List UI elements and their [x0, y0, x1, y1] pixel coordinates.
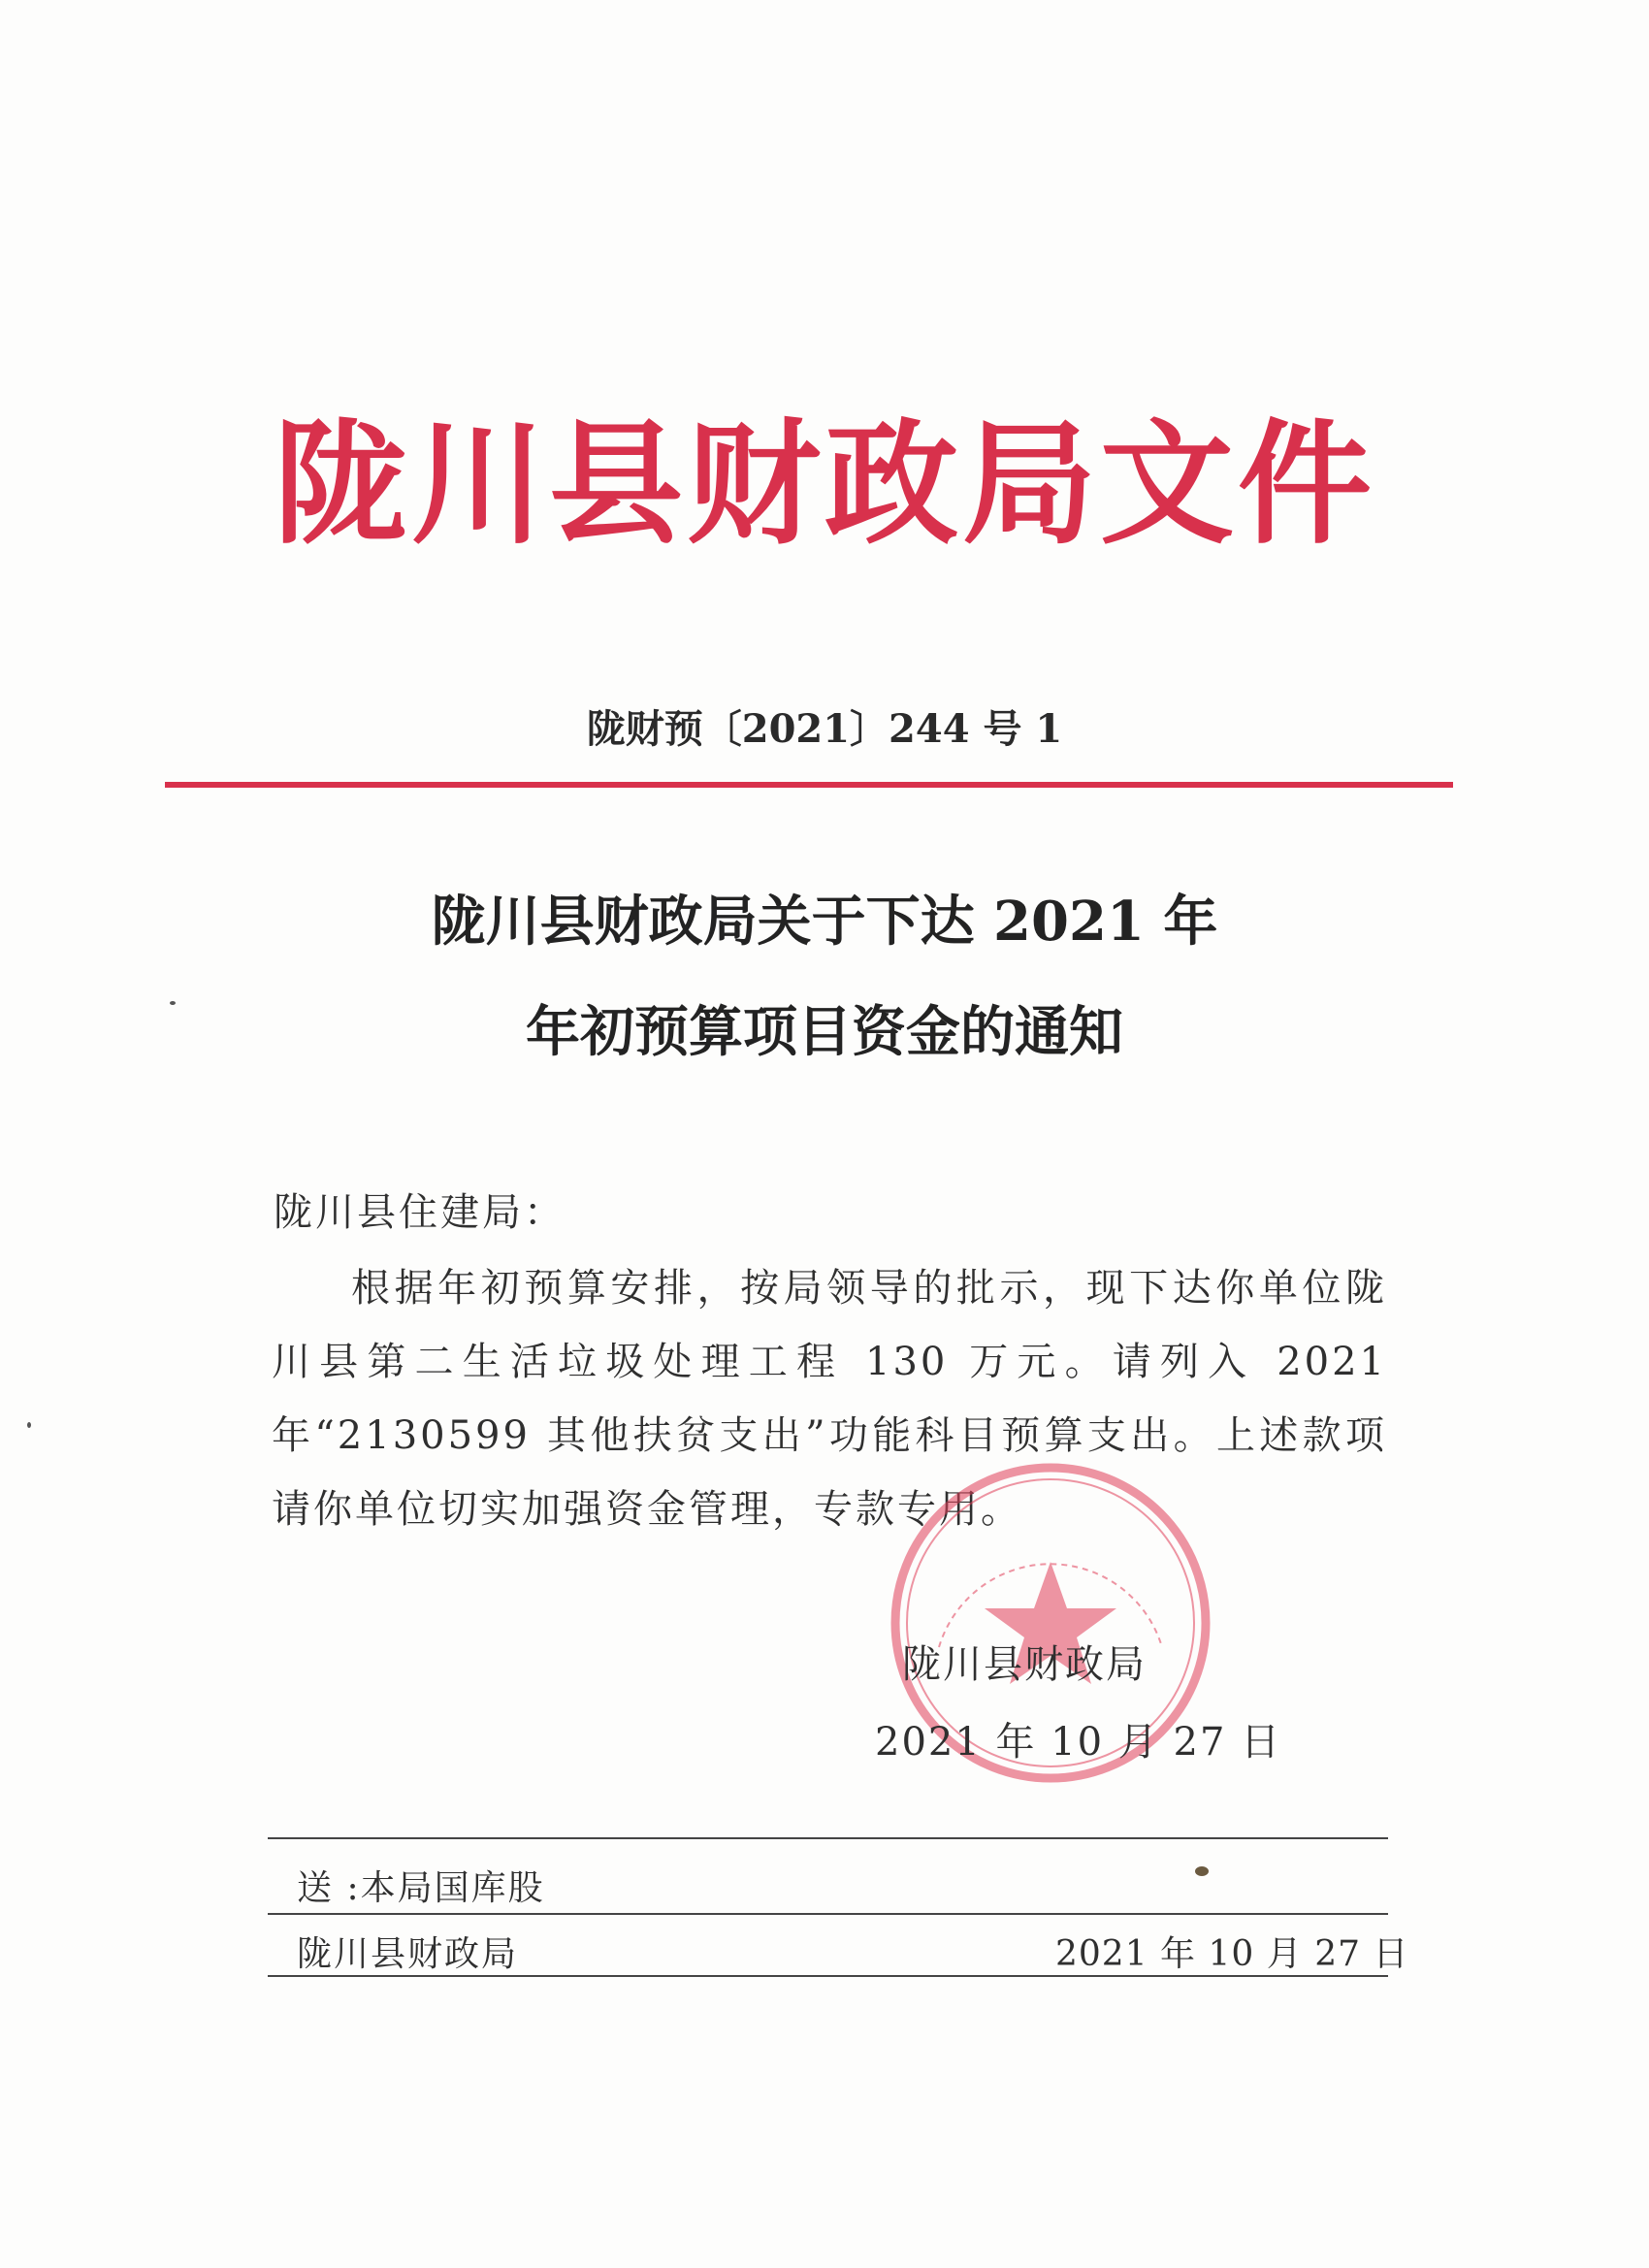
footer-issuing-org: 陇川县财政局 [297, 1934, 519, 1974]
notice-title-line1: 陇川县财政局关于下达 2021 年 [431, 890, 1218, 954]
recipient: 陇川县住建局： [274, 1190, 566, 1235]
footer-send-to: 送 :本局国库股 [297, 1868, 545, 1908]
notice-body: 根据年初预算安排，按局领导的批示，现下达你单位陇川县第二生活垃圾处理工程 130 万元。请列入 2021 年“2130599 其他扶贫支出”功能科目预算支出。上述款项请你单位切实加强资金管理，专款专用。 [272, 1266, 1387, 1532]
signature-org: 陇川县财政局 [902, 1642, 1147, 1687]
footer-top-rule [268, 1837, 1388, 1839]
footer-issue-date: 2021 年 10 月 27 日 [1055, 1934, 1409, 1974]
red-divider-line [165, 782, 1453, 788]
document-header-title: 陇川县财政局文件 [273, 405, 1375, 563]
scan-speck [170, 1001, 176, 1005]
footer-middle-rule [268, 1913, 1388, 1915]
signature-date: 2021 年 10 月 27 日 [875, 1720, 1282, 1765]
document-number: 陇财预〔2021〕244 号 1 [586, 706, 1063, 752]
notice-title-line2: 年初预算项目资金的通知 [526, 1000, 1123, 1064]
scan-speck [1195, 1866, 1209, 1876]
footer-bottom-rule [268, 1975, 1388, 1977]
scan-speck [27, 1422, 31, 1428]
